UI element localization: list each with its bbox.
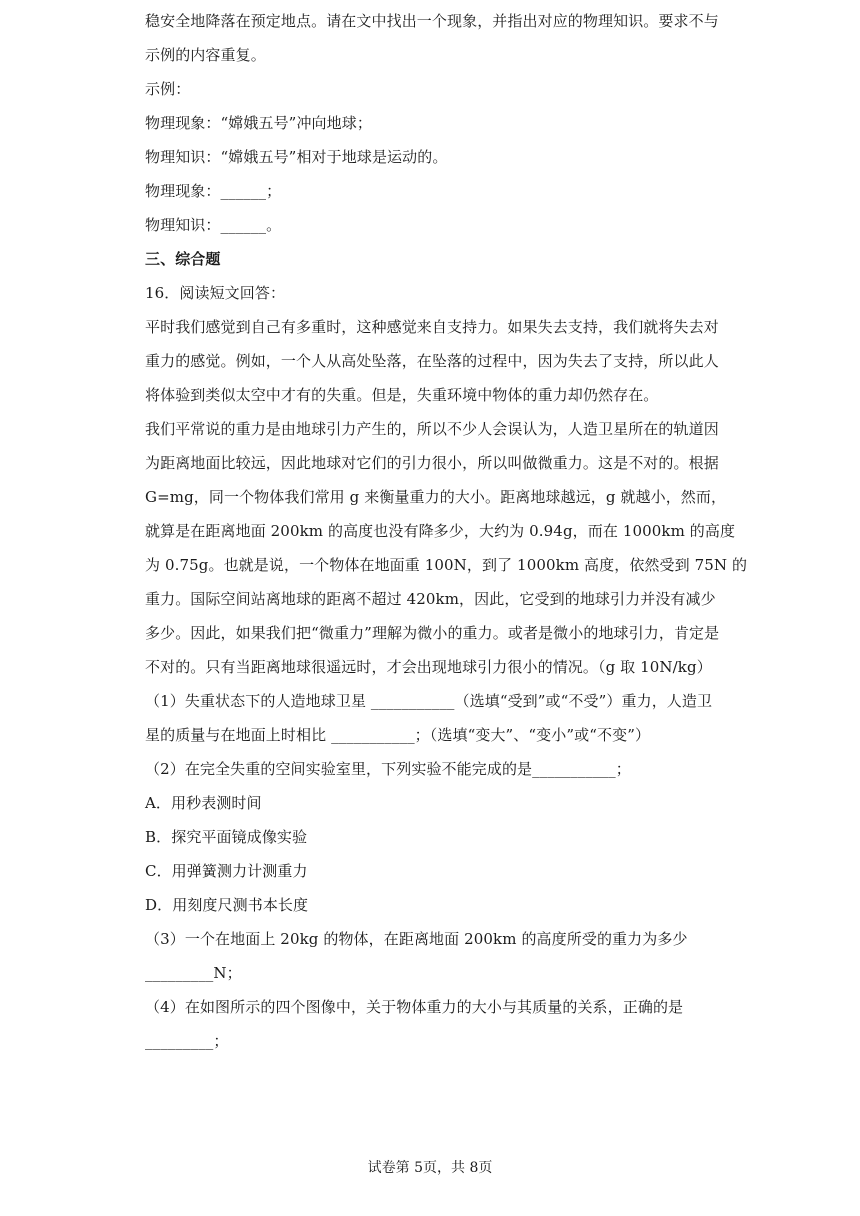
subquestion-4: （4）在如图所示的四个图像中，关于物体重力的大小与其质量的关系，正确的是	[145, 998, 684, 1016]
passage-line: 将体验到类似太空中才有的失重。但是，失重环境中物体的重力却仍然存在。	[145, 386, 659, 404]
answer-phenomenon-blank: 物理现象：______；	[145, 182, 282, 200]
option-a: A．用秒表测时间	[145, 794, 262, 812]
reading-passage	[145, 310, 748, 684]
intro-block	[145, 4, 720, 242]
example-phenomenon: 物理现象：“嫦娥五号”冲向地球；	[145, 114, 372, 132]
option-b: B．探究平面镜成像实验	[145, 828, 308, 846]
passage-line: 重力。国际空间站离地球的距离不超过 420km，因此，它受到的地球引力并没有减少	[145, 590, 716, 608]
example-label: 示例：	[145, 80, 191, 98]
passage-line: 我们平常说的重力是由地球引力产生的，所以不少人会误认为，人造卫星所在的轨道因	[145, 420, 719, 438]
option-c: C．用弹簧测力计测重力	[145, 862, 308, 880]
passage-line: 为 0.75g。也就是说，一个物体在地面重 100N，到了 1000km 高度，依然受到 75N 的	[145, 556, 748, 574]
passage-line: 不对的。只有当距离地球很遥远时，才会出现地球引力很小的情况。（g 取 10N/kg）	[145, 658, 712, 676]
subquestion-3-blank: _________N；	[145, 964, 242, 982]
question-title: 16．阅读短文回答：	[145, 284, 286, 302]
page-footer: 试卷第 5页，共 8页	[367, 1160, 493, 1176]
page-content	[145, 4, 748, 1058]
passage-line: 平时我们感觉到自己有多重时，这种感觉来自支持力。如果失去支持，我们就将失去对	[145, 318, 719, 336]
intro-text-line: 示例的内容重复。	[145, 46, 266, 64]
example-knowledge: 物理知识：“嫦娥五号”相对于地球是运动的。	[145, 148, 448, 166]
passage-line: 多少。因此，如果我们把“微重力”理解为微小的重力。或者是微小的地球引力，肯定是	[145, 624, 720, 642]
answer-knowledge-blank: 物理知识：______。	[145, 216, 282, 234]
intro-text-line: 稳安全地降落在预定地点。请在文中找出一个现象，并指出对应的物理知识。要求不与	[145, 12, 719, 30]
subquestion-2: （2）在完全失重的空间实验室里，下列实验不能完成的是___________；	[145, 760, 631, 778]
subquestion-3: （3）一个在地面上 20kg 的物体，在距离地面 200km 的高度所受的重力为多少	[145, 930, 688, 948]
section-heading: 三、综合题	[145, 250, 221, 268]
passage-line: 重力的感觉。例如，一个人从高处坠落，在坠落的过程中，因为失去了支持，所以此人	[145, 352, 719, 370]
passage-line: 为距离地面比较远，因此地球对它们的引力很小，所以叫做微重力。这是不对的。根据	[145, 454, 719, 472]
option-list	[145, 786, 720, 922]
subquestion-1-continued: 星的质量与在地面上时相比 ___________；（选填“变大”、“变小”或“不变”）	[145, 726, 651, 744]
subquestion-1: （1）失重状态下的人造地球卫星 ___________（选填“受到”或“不受”）重力，人造卫	[145, 692, 713, 710]
subquestion-4-blank: _________；	[145, 1032, 229, 1050]
passage-line: G=mg，同一个物体我们常用 g 来衡量重力的大小。距离地球越远，g 就越小，然而，	[145, 488, 727, 506]
passage-line: 就算是在距离地面 200km 的高度也没有降多少，大约为 0.94g，而在 1000km 的高度	[145, 522, 736, 540]
question-16	[145, 276, 748, 1058]
option-d: D．用刻度尺测书本长度	[145, 896, 309, 914]
